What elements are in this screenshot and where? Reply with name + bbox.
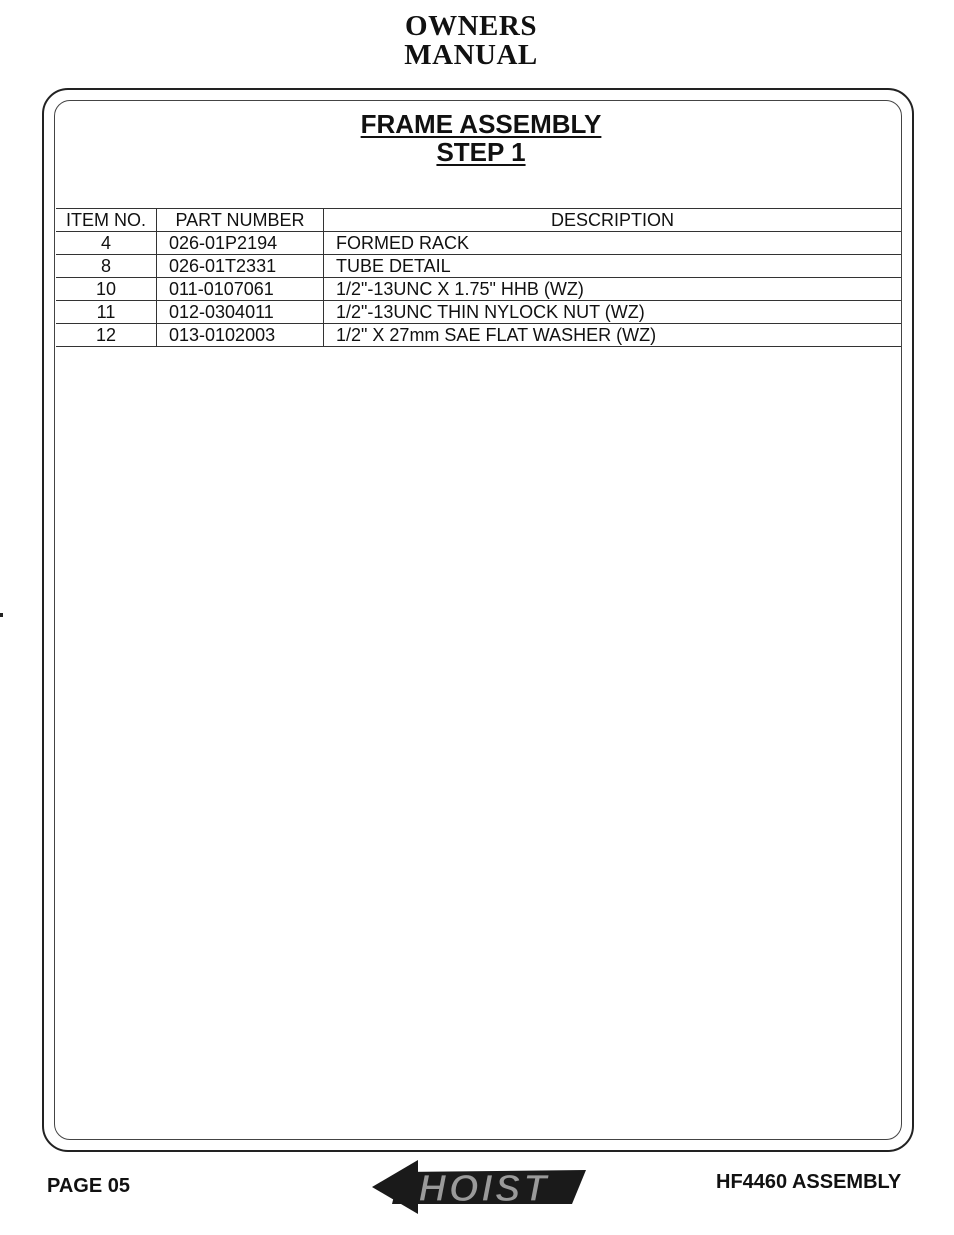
part-number: 026-01T2331 [157, 255, 324, 278]
item-no: 10 [56, 278, 157, 301]
model-assembly-label: HF4460 ASSEMBLY [716, 1171, 902, 1193]
description: 1/2"-13UNC THIN NYLOCK NUT (WZ) [324, 301, 902, 324]
hoist-logo [372, 1158, 590, 1216]
manual-title-line1: OWNERS [405, 10, 537, 42]
item-no: 4 [56, 232, 157, 255]
description: 1/2" X 27mm SAE FLAT WASHER (WZ) [324, 324, 902, 347]
page-number: PAGE 05 [47, 1175, 130, 1197]
item-no: 8 [56, 255, 157, 278]
parts-table-header-row [56, 209, 901, 232]
item-no: 11 [56, 301, 157, 324]
manual-title-line2: MANUAL [404, 39, 538, 71]
part-number: 011-0107061 [157, 278, 324, 301]
header-item-no: ITEM NO. [56, 209, 157, 232]
header-description: DESCRIPTION [324, 209, 902, 232]
table-row [56, 301, 901, 324]
logo-wordmark: HOIST [418, 1168, 550, 1210]
item-no: 12 [56, 324, 157, 347]
table-row [56, 255, 901, 278]
part-number: 013-0102003 [157, 324, 324, 347]
part-number: 012-0304011 [157, 301, 324, 324]
table-row [56, 278, 901, 301]
scan-mark [0, 613, 3, 617]
section-heading [56, 110, 906, 166]
section-title: FRAME ASSEMBLY [360, 109, 602, 139]
part-number: 026-01P2194 [157, 232, 324, 255]
section-step: STEP 1 [436, 137, 526, 167]
table-row [56, 324, 901, 347]
parts-table [56, 208, 901, 347]
table-row [56, 232, 901, 255]
description: 1/2"-13UNC X 1.75" HHB (WZ) [324, 278, 902, 301]
manual-title [0, 12, 942, 70]
description: TUBE DETAIL [324, 255, 902, 278]
description: FORMED RACK [324, 232, 902, 255]
header-part-number: PART NUMBER [157, 209, 324, 232]
